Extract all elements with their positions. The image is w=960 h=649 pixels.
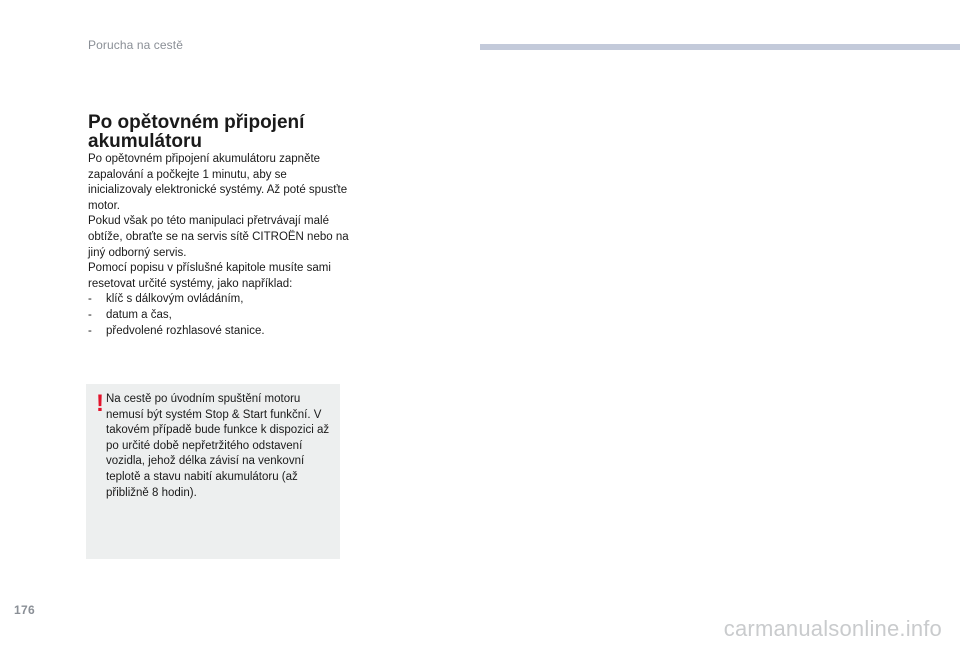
page-title: Po opětovném připojení akumulátoru — [88, 112, 305, 152]
article-body — [88, 152, 350, 339]
notice-text: Na cestě po úvodním spuštění motoru nemusí být systém Stop & Start funkční. V takovém případě bude funkce k dispozici až po určité době nepřetržitého odstavení vozidla, jehož délka závisí na venkovní teplotě a stavu nabití akumulátoru (až přibližně 8 hodin). — [106, 393, 330, 499]
header-bar — [480, 44, 960, 50]
paragraph-1: Po opětovném připojení akumulátoru zapněte zapalování a počkejte 1 minutu, aby se inicializovaly elektronické systémy. Až poté spusťte motor. — [88, 153, 348, 212]
list-item-text: datum a čas, — [106, 308, 172, 321]
paragraph-2: Pokud však po této manipulaci přetrvávají malé obtíže, obraťte se na servis sítě CITROËN nebo na jiný odborný servis. — [88, 215, 349, 259]
page-number: 176 — [14, 603, 35, 617]
systems-list — [88, 292, 350, 339]
warning-exclamation-icon: ! — [96, 390, 104, 417]
warning-notice-box — [86, 384, 340, 559]
list-marker: - — [88, 324, 92, 337]
section-header: Porucha na cestě — [88, 38, 183, 52]
list-item — [88, 308, 350, 324]
list-marker: - — [88, 308, 92, 321]
list-item — [88, 324, 350, 340]
paragraph-3: Pomocí popisu v příslušné kapitole musíte sami resetovat určité systémy, jako například: — [88, 262, 331, 290]
list-marker: - — [88, 293, 92, 306]
watermark: carmanualsonline.info — [723, 616, 942, 641]
list-item — [88, 292, 350, 308]
list-item-text: předvolené rozhlasové stanice. — [106, 324, 265, 337]
list-item-text: klíč s dálkovým ovládáním, — [106, 293, 244, 306]
